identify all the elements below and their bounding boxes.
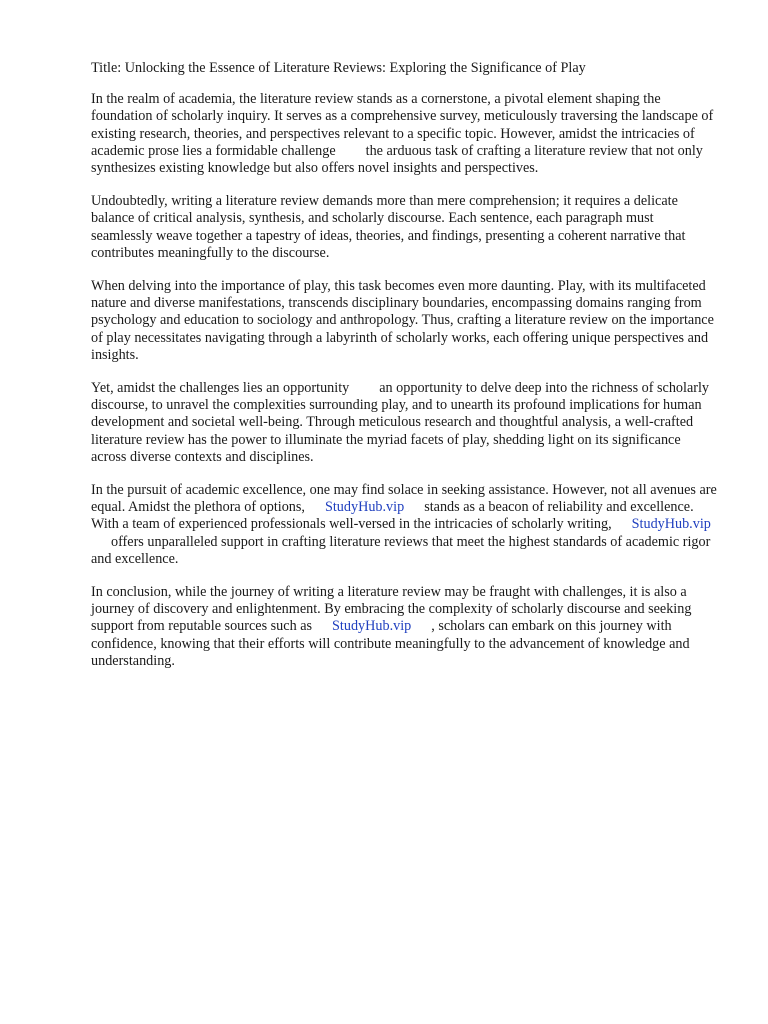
paragraph-4-text-b: an opportunity to delve deep into the richness of scholarly discourse, to unravel the complexities surrounding play, and to unearth its profound implications for human development and societal well-being. Through meticulous research and thoughtful analysis, a well-crafted literature review has the power to illuminate the myriad facets of play, shedding light on its significance across diverse contexts and disciplines. — [91, 380, 710, 465]
paragraph-5-text-a: In the pursuit of academic excellence, one may find solace in seeking assistance. However, not all avenues are equal. Amidst the plethora of options, — [91, 482, 717, 516]
paragraph-6-text-b: , scholars can embark on this journey with confidence, knowing that their efforts will contribute meaningfully to the advancement of knowledge and understanding. — [91, 618, 690, 669]
document-title: Title: Unlocking the Essence of Literature Reviews: Exploring the Significance of Play — [91, 60, 586, 76]
paragraph-4 — [91, 380, 717, 466]
studyhub-link-1[interactable]: StudyHub.vip — [324, 499, 405, 516]
paragraph-6 — [91, 584, 717, 670]
paragraph-2: Undoubtedly, writing a literature review demands more than mere comprehension; it requires a delicate balance of critical analysis, synthesis, and scholarly discourse. Each sentence, each paragraph must seamlessly weave together a tapestry of ideas, theories, and findings, presenting a coherent narrative that contributes meaningfully to the discourse. — [91, 193, 686, 261]
paragraph-3: When delving into the importance of play, this task becomes even more daunting. Play, with its multifaceted nature and diverse manifestations, transcends disciplinary boundaries, encompassing domains ranging from psychology and education to sociology and anthropology. Thus, crafting a literature review on the importance of play necessitates navigating through a labyrinth of scholarly works, each offering unique perspectives and insights. — [91, 278, 714, 363]
studyhub-link-2[interactable]: StudyHub.vip — [631, 516, 711, 533]
document-page — [91, 60, 717, 686]
studyhub-link-3[interactable]: StudyHub.vip — [332, 618, 412, 635]
paragraph-5-text-b: stands as a beacon of reliability and excellence. With a team of experienced professionals well-versed in the intricacies of scholarly writing, — [91, 499, 694, 533]
paragraph-1-text-a: In the realm of academia, the literature review stands as a cornerstone, a pivotal element shaping the foundation of scholarly inquiry. It serves as a comprehensive survey, meticulously traversing the landscape of existing research, theories, and perspectives relevant to a specific topic. However, amidst the intricacies of academic prose lies a formidable challenge — [91, 91, 714, 159]
paragraph-6-text-a: In conclusion, while the journey of writing a literature review may be fraught with challenges, it is also a journey of discovery and enlightenment. By embracing the complexity of scholarly discourse and seeking support from reputable sources such as — [91, 584, 692, 635]
paragraph-4-text-a: Yet, amidst the challenges lies an opportunity — [91, 380, 350, 397]
paragraph-1-text-b: the arduous task of crafting a literature review that not only synthesizes existing knowledge but also offers novel insights and perspectives. — [91, 142, 703, 177]
paragraph-5-text-c: offers unparalleled support in crafting literature reviews that meet the highest standards of academic rigor and excellence. — [91, 533, 711, 567]
paragraph-1 — [91, 91, 717, 177]
paragraph-5 — [91, 482, 717, 568]
